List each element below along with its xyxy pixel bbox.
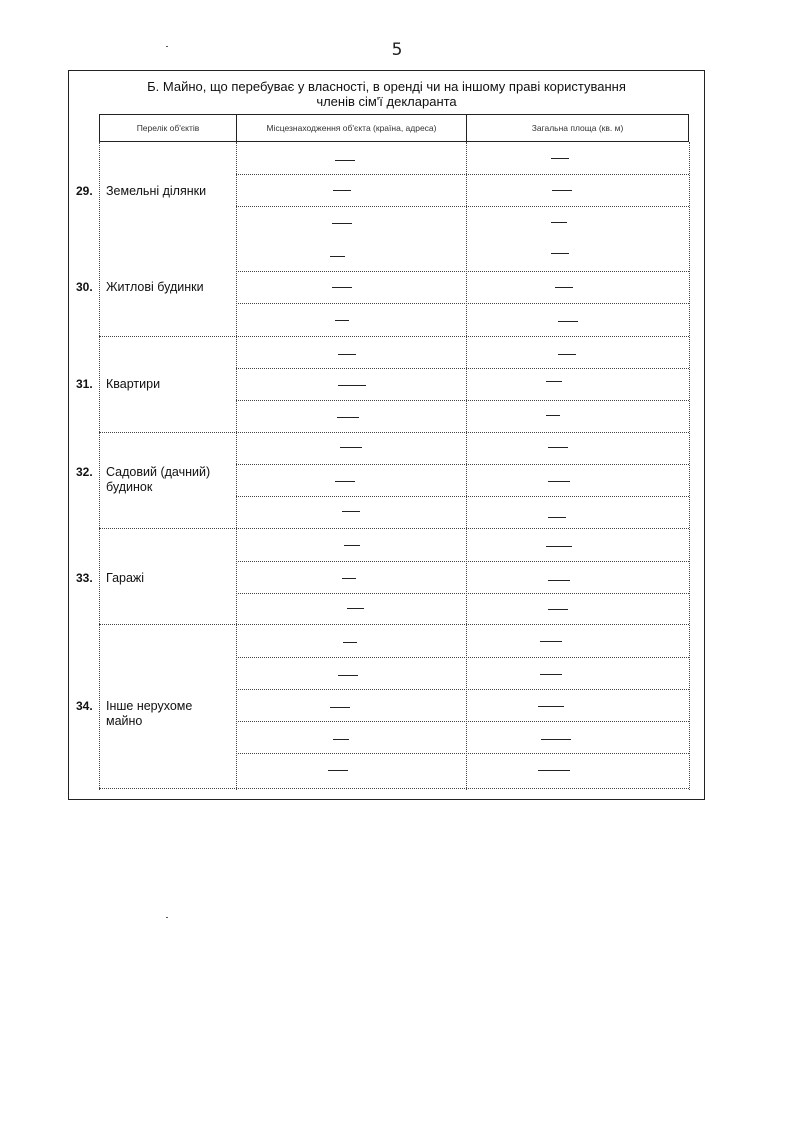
scan-speck	[166, 46, 168, 47]
row-separator	[236, 174, 689, 175]
row-separator	[236, 206, 689, 207]
empty-entry-dash	[347, 608, 364, 609]
empty-entry-dash	[548, 580, 570, 581]
empty-entry-dash	[551, 253, 569, 254]
empty-entry-dash	[342, 578, 356, 579]
declaration-table-frame	[68, 70, 705, 800]
row-separator	[236, 657, 689, 658]
empty-entry-dash	[335, 320, 349, 321]
row-number: 34.	[76, 699, 93, 713]
empty-entry-dash	[551, 158, 569, 159]
row-separator	[236, 689, 689, 690]
grid-vline-col3	[466, 142, 467, 790]
group-separator	[99, 528, 689, 529]
empty-entry-dash	[558, 321, 578, 322]
empty-entry-dash	[330, 707, 350, 708]
row-separator	[236, 496, 689, 497]
grid-vline-right	[689, 142, 690, 790]
empty-entry-dash	[546, 546, 572, 547]
empty-entry-dash	[335, 160, 355, 161]
empty-entry-dash	[328, 770, 348, 771]
row-label-land-plots: Земельні ділянки	[106, 184, 207, 198]
row-label-garages: Гаражі	[106, 571, 145, 585]
page-number: 5	[391, 40, 403, 60]
empty-entry-dash	[548, 447, 568, 448]
grid-vline-col2	[236, 142, 237, 790]
row-separator	[236, 400, 689, 401]
row-separator	[236, 753, 689, 754]
row-label-country-house: Садовий (дачний) будинок	[106, 465, 211, 494]
empty-entry-dash	[548, 481, 570, 482]
empty-entry-dash	[342, 511, 360, 512]
empty-entry-dash	[344, 545, 360, 546]
empty-entry-dash	[332, 223, 352, 224]
section-title-line-1: Б. Майно, що перебуває у власності, в оренді чи на іншому праві користування	[147, 79, 626, 94]
group-separator	[99, 432, 689, 433]
empty-entry-dash	[538, 770, 570, 771]
empty-entry-dash	[538, 706, 564, 707]
row-separator	[236, 561, 689, 562]
group-separator	[99, 336, 689, 337]
empty-entry-dash	[332, 287, 352, 288]
row-separator	[236, 464, 689, 465]
empty-entry-dash	[540, 674, 562, 675]
grid-vline-left	[99, 142, 100, 790]
empty-entry-dash	[546, 415, 560, 416]
row-separator	[236, 721, 689, 722]
section-title-line-2: членів сім'ї декларанта	[316, 94, 457, 109]
empty-entry-dash	[551, 222, 567, 223]
section-title	[68, 79, 705, 109]
row-label-apartments: Квартири	[106, 377, 161, 391]
empty-entry-dash	[558, 354, 576, 355]
empty-entry-dash	[343, 642, 357, 643]
empty-entry-dash	[333, 739, 349, 740]
empty-entry-dash	[338, 354, 356, 355]
row-number: 33.	[76, 571, 93, 585]
empty-entry-dash	[548, 517, 566, 518]
empty-entry-dash	[541, 739, 571, 740]
row-separator	[236, 368, 689, 369]
row-separator	[236, 303, 689, 304]
empty-entry-dash	[338, 675, 358, 676]
row-number: 32.	[76, 465, 93, 479]
row-number: 30.	[76, 280, 93, 294]
empty-entry-dash	[335, 481, 355, 482]
empty-entry-dash	[548, 609, 568, 610]
row-separator	[236, 593, 689, 594]
row-number: 29.	[76, 184, 93, 198]
empty-entry-dash	[337, 417, 359, 418]
column-header-objects: Перелік об'єктів	[99, 114, 236, 142]
empty-entry-dash	[540, 641, 562, 642]
row-label-residential-houses: Житлові будинки	[106, 280, 204, 294]
row-separator	[236, 271, 689, 272]
row-number: 31.	[76, 377, 93, 391]
empty-entry-dash	[552, 190, 572, 191]
empty-entry-dash	[338, 385, 366, 386]
column-header-location: Місцезнаходження об'єкта (країна, адреса)	[236, 114, 466, 142]
empty-entry-dash	[555, 287, 573, 288]
empty-entry-dash	[330, 256, 345, 257]
row-label-other-real-estate: Інше нерухоме майно	[106, 699, 193, 728]
empty-entry-dash	[546, 381, 562, 382]
empty-entry-dash	[340, 447, 362, 448]
group-separator	[99, 788, 689, 789]
scan-speck	[166, 917, 168, 918]
group-separator	[99, 624, 689, 625]
column-header-area: Загальна площа (кв. м)	[466, 114, 689, 142]
empty-entry-dash	[333, 190, 351, 191]
